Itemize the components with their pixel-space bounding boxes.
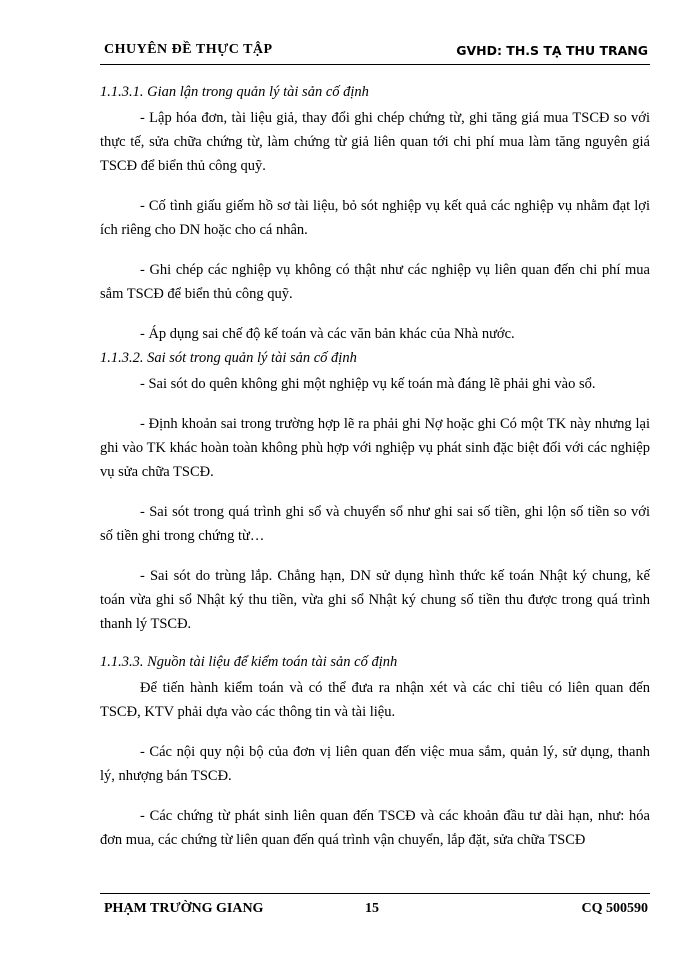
- header-supervisor: GVHD: TH.S TẠ THU TRANG: [456, 43, 648, 58]
- paragraph: - Các nội quy nội bộ của đơn vị liên quan đến việc mua sắm, quản lý, sử dụng, thanh lý, nhượng bán TSCĐ.: [100, 744, 650, 784]
- section-heading: 1.1.3.3. Nguồn tài liệu để kiểm toán tài sản cố định: [100, 654, 398, 670]
- page-content: [100, 72, 650, 852]
- paragraph: - Áp dụng sai chế độ kế toán và các văn bản khác của Nhà nước.: [140, 326, 515, 342]
- footer-code: CQ 500590: [581, 901, 648, 916]
- paragraph: - Định khoản sai trong trường hợp lẽ ra phải ghi Nợ hoặc ghi Có một TK này nhưng lại ghi vào TK khác hoàn toàn không phù hợp với nghiệp vụ phát sinh đặc biệt đối với các nghiệp vụ sửa chữa TSCĐ.: [100, 416, 650, 480]
- paragraph: - Cố tình giấu giếm hồ sơ tài liệu, bỏ sót nghiệp vụ kết quả các nghiệp vụ nhằm đạt lợi ích riêng cho DN hoặc cho cá nhân.: [100, 198, 650, 238]
- paragraph: - Sai sót trong quá trình ghi sổ và chuyển sổ như ghi sai số tiền, ghi lộn số tiền so với số tiền ghi trong chứng từ…: [100, 504, 650, 544]
- paragraph: - Ghi chép các nghiệp vụ không có thật như các nghiệp vụ liên quan đến chi phí mua sắm TSCĐ để biển thủ công quỹ.: [100, 262, 650, 302]
- page-footer: [100, 893, 650, 924]
- paragraph: Để tiến hành kiểm toán và có thể đưa ra nhận xét và các chỉ tiêu có liên quan đến TSCĐ, KTV phải dựa vào các thông tin và tài liệu.: [100, 680, 650, 720]
- paragraph: - Sai sót do trùng lắp. Chẳng hạn, DN sử dụng hình thức kế toán Nhật ký chung, kế toán vừa ghi sổ Nhật ký thu tiền, vừa ghi sổ Nhật ký chung số tiền thu được trong quá trình thanh lý TSCĐ.: [100, 568, 650, 632]
- page-number: 15: [365, 901, 379, 916]
- paragraph: - Lập hóa đơn, tài liệu giả, thay đổi ghi chép chứng từ, ghi tăng giá mua TSCĐ so với thực tế, sửa chữa chứng từ, làm chứng từ giả liên quan tới chi phí mua làm tăng nguyên giá TSCĐ để biển thủ công quỹ.: [100, 110, 650, 174]
- footer-author: PHẠM TRƯỜNG GIANG: [104, 901, 264, 916]
- header-title: CHUYÊN ĐỀ THỰC TẬP: [104, 42, 273, 57]
- section-heading: 1.1.3.2. Sai sót trong quản lý tài sản cố định: [100, 350, 357, 366]
- section-heading: 1.1.3.1. Gian lận trong quản lý tài sản cố định: [100, 84, 369, 100]
- paragraph: - Các chứng từ phát sinh liên quan đến TSCĐ và các khoản đầu tư dài hạn, như: hóa đơn mua, các chứng từ liên quan đến quá trình vận chuyển, lắp đặt, sửa chữa TSCĐ: [100, 808, 650, 848]
- paragraph: - Sai sót do quên không ghi một nghiệp vụ kế toán mà đáng lẽ phải ghi vào sổ.: [140, 376, 596, 392]
- page-header: [100, 38, 650, 65]
